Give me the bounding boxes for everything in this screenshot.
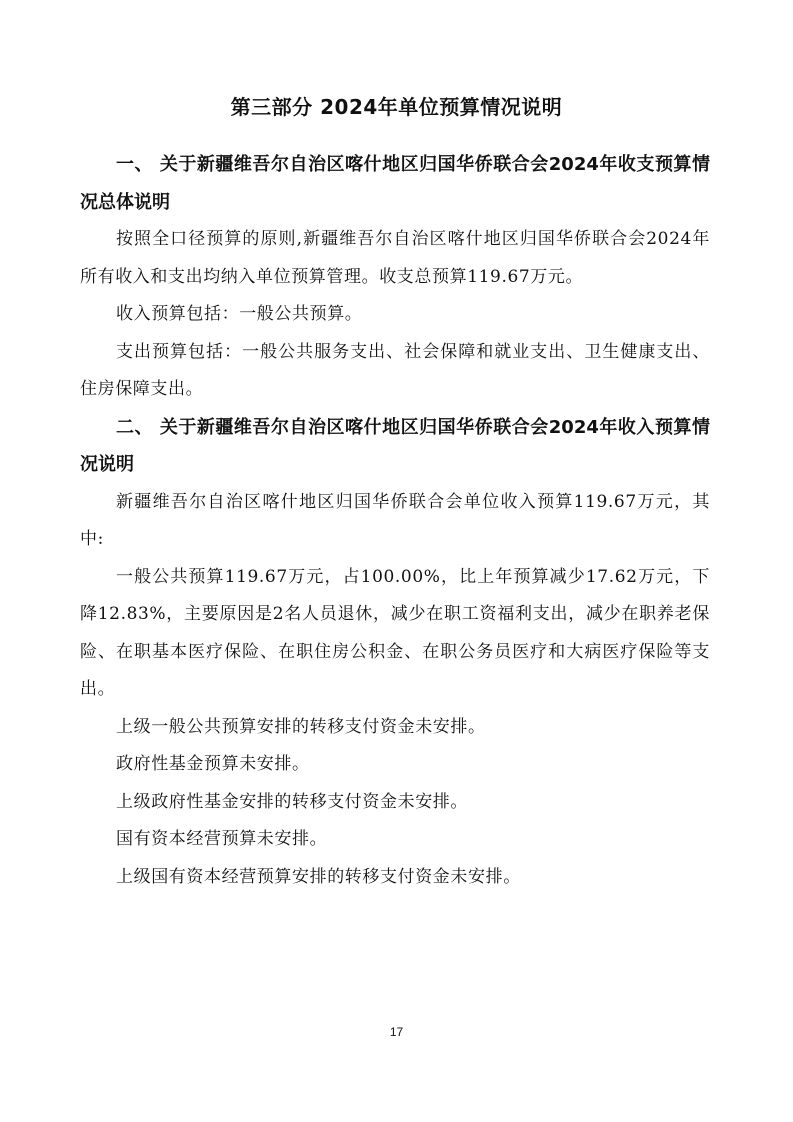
section-2-paragraph-4: 政府性基金预算未安排。: [116, 754, 310, 774]
section-1-paragraph-1: 按照全口径预算的原则,新疆维吾尔自治区喀什地区归国华侨联合会2024年所有收入和支出均纳入单位预算管理。收支总预算119.67万元。: [80, 229, 710, 287]
section-2-paragraph-7: 上级国有资本经营预算安排的转移支付资金未安排。: [116, 866, 521, 887]
section-2-paragraph-2: 一般公共预算119.67万元，占100.00%，比上年预算减少17.62万元，下降12.83%，主要原因是2名人员退休，减少在职工资福利支出，减少在职养老保险、在职基本医疗保险、在职住房公积金、在职公务员医疗和大病医疗保险等支出。: [80, 566, 710, 699]
document-body: [80, 146, 710, 896]
page-number: 17: [389, 1025, 404, 1039]
section-2-paragraph-6: 国有资本经营预算未安排。: [116, 829, 328, 849]
section-2-paragraph-3: 上级一般公共预算安排的转移支付资金未安排。: [116, 716, 486, 737]
section-2-paragraph-1: 新疆维吾尔自治区喀什地区归国华侨联合会单位收入预算119.67万元，其中:: [80, 491, 710, 549]
section-1-heading: 一、 关于新疆维吾尔自治区喀什地区归国华侨联合会2024年收支预算情况总体说明: [80, 154, 710, 213]
section-1-paragraph-3: 支出预算包括：一般公共服务支出、社会保障和就业支出、卫生健康支出、住房保障支出。: [80, 341, 710, 399]
page-title: 第三部分 2024年单位预算情况说明: [230, 95, 563, 119]
section-2-heading: 二、 关于新疆维吾尔自治区喀什地区归国华侨联合会2024年收入预算情况说明: [80, 416, 710, 475]
section-2-paragraph-5: 上级政府性基金安排的转移支付资金未安排。: [116, 791, 468, 812]
section-1-paragraph-2: 收入预算包括：一般公共预算。: [116, 304, 363, 324]
